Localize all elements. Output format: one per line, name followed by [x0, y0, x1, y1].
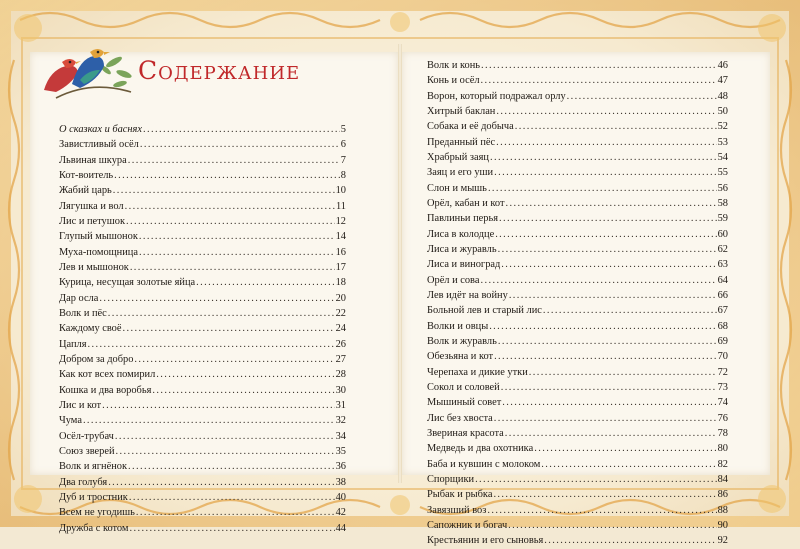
- birds-illustration-icon: [36, 40, 136, 102]
- toc-entry: [59, 183, 346, 198]
- toc-entry: [427, 119, 728, 134]
- dot-leader: [529, 365, 717, 380]
- toc-entry-page: 14: [335, 231, 346, 243]
- toc-entry-title: Львиная шкура: [59, 154, 127, 166]
- dot-leader: [156, 367, 334, 382]
- toc-entry-title: Муха-помощница: [59, 246, 138, 258]
- dot-leader: [487, 503, 716, 518]
- toc-entry: [59, 398, 346, 413]
- toc-entry-page: 74: [717, 397, 728, 409]
- dot-leader: [490, 150, 717, 165]
- dot-leader: [494, 349, 717, 364]
- dot-leader: [143, 122, 340, 137]
- toc-entry: [427, 441, 728, 456]
- toc-entry-title: Спорщики: [427, 473, 475, 485]
- toc-entry-title: Завистливый осёл: [59, 139, 139, 151]
- toc-entry-page: 34: [335, 430, 346, 442]
- toc-entry: [427, 472, 728, 487]
- toc-entry-page: 78: [717, 427, 728, 439]
- toc-entry-title: Кот-воитель: [59, 169, 114, 181]
- toc-entry: [59, 367, 346, 382]
- toc-entry: [59, 168, 346, 183]
- dot-leader: [509, 288, 717, 303]
- toc-entry-title: Всем не угодишь: [59, 507, 135, 519]
- toc-entry-title: Сокол и соловей: [427, 381, 500, 393]
- dot-leader: [114, 168, 340, 183]
- toc-entry: [59, 122, 346, 137]
- toc-entry: [427, 411, 728, 426]
- dot-leader: [496, 135, 716, 150]
- toc-entry-title: Каждому своё: [59, 323, 122, 335]
- dot-leader: [501, 257, 716, 272]
- toc-entry-title: Лев и мышонок: [59, 261, 129, 273]
- toc-entry-page: 69: [717, 335, 728, 347]
- toc-entry-title: Жабий царь: [59, 185, 112, 197]
- toc-entry: [59, 337, 346, 352]
- toc-entry-page: 86: [717, 489, 728, 501]
- dot-leader: [541, 457, 716, 472]
- toc-entry: [427, 334, 728, 349]
- toc-entry-title: Глупый мышонок: [59, 231, 138, 243]
- toc-entry-page: 24: [335, 323, 346, 335]
- dot-leader: [99, 291, 334, 306]
- toc-entry-page: 73: [717, 381, 728, 393]
- dot-leader: [139, 245, 335, 260]
- toc-entry: [59, 383, 346, 398]
- toc-entry: [59, 429, 346, 444]
- toc-entry-page: 54: [717, 151, 728, 163]
- toc-entry-page: 66: [717, 289, 728, 301]
- toc-entry-page: 26: [335, 338, 346, 350]
- dot-leader: [494, 411, 717, 426]
- toc-entry-title: Волк и ягнёнок: [59, 461, 127, 473]
- dot-leader: [113, 183, 335, 198]
- dot-leader: [115, 429, 335, 444]
- toc-entry: [427, 426, 728, 441]
- toc-entry-title: Рыбак и рыбка: [427, 489, 493, 501]
- toc-entry-page: 76: [717, 412, 728, 424]
- toc-entry-title: Заяц и его уши: [427, 167, 494, 179]
- dot-leader: [480, 273, 716, 288]
- toc-entry-title: Баба и кувшин с молоком: [427, 458, 541, 470]
- toc-entry: [427, 257, 728, 272]
- toc-entry: [59, 153, 346, 168]
- toc-entry-page: 88: [717, 504, 728, 516]
- toc-entry: [59, 475, 346, 490]
- toc-entry-page: 84: [717, 473, 728, 485]
- toc-entry-title: Цапля: [59, 338, 87, 350]
- toc-entry: [427, 196, 728, 211]
- toc-entry-title: Собака и её добыча: [427, 121, 514, 133]
- toc-entry: [59, 352, 346, 367]
- toc-entry: [59, 214, 346, 229]
- toc-entry-page: 72: [717, 366, 728, 378]
- toc-entry-title: Конь и осёл: [427, 75, 480, 87]
- toc-entry-title: Звериная красота: [427, 427, 504, 439]
- toc-entry-page: 48: [717, 90, 728, 102]
- toc-entry-page: 92: [717, 535, 728, 547]
- toc-entry-page: 50: [717, 105, 728, 117]
- dot-leader: [129, 490, 335, 505]
- page-title: Содержание: [138, 56, 301, 85]
- dot-leader: [499, 211, 717, 226]
- dot-leader: [116, 444, 335, 459]
- dot-leader: [481, 58, 717, 73]
- dot-leader: [128, 459, 335, 474]
- toc-entry-title: Больной лев и старый лис: [427, 305, 542, 317]
- toc-right-column: [427, 58, 728, 549]
- toc-entry: [427, 288, 728, 303]
- toc-entry-page: 35: [335, 445, 346, 457]
- toc-entry-page: 10: [335, 185, 346, 197]
- dot-leader: [130, 260, 335, 275]
- toc-entry-title: Сапожник и богач: [427, 519, 508, 531]
- toc-entry-page: 67: [717, 305, 728, 317]
- toc-entry: [427, 150, 728, 165]
- toc-entry: [59, 137, 346, 152]
- toc-entry-page: 90: [717, 519, 728, 531]
- dot-leader: [152, 383, 334, 398]
- toc-entry: [427, 242, 728, 257]
- toc-entry: [427, 165, 728, 180]
- toc-entry: [427, 518, 728, 533]
- toc-entry-title: Хитрый баклан: [427, 105, 496, 117]
- toc-entry-title: Медведь и два охотника: [427, 443, 534, 455]
- toc-entry-page: 58: [717, 197, 728, 209]
- dot-leader: [88, 337, 335, 352]
- toc-entry: [427, 487, 728, 502]
- toc-entry-page: 28: [335, 369, 346, 381]
- toc-entry-page: 62: [717, 243, 728, 255]
- toc-entry-title: Лиса в колодце: [427, 228, 495, 240]
- dot-leader: [130, 521, 335, 536]
- toc-entry-page: 46: [717, 60, 728, 71]
- toc-entry-page: 82: [717, 458, 728, 470]
- toc-entry: [427, 89, 728, 104]
- toc-entry-page: 20: [335, 292, 346, 304]
- toc-entry-page: 7: [340, 154, 346, 166]
- toc-entry: [427, 227, 728, 242]
- toc-entry-title: Дар осла: [59, 292, 99, 304]
- toc-entry-page: 18: [335, 277, 346, 289]
- toc-entry-title: Лис и петушок: [59, 215, 125, 227]
- toc-entry-title: Добром за добро: [59, 353, 134, 365]
- toc-entry-title: Дружба с котом: [59, 522, 129, 534]
- toc-entry: [427, 533, 728, 548]
- dot-leader: [505, 426, 717, 441]
- toc-entry-page: 56: [717, 182, 728, 194]
- toc-entry-page: 6: [340, 139, 346, 151]
- toc-entry-title: Чума: [59, 415, 82, 427]
- toc-entry-page: 64: [717, 274, 728, 286]
- toc-entry-title: Павлиньи перья: [427, 213, 498, 225]
- dot-leader: [83, 413, 335, 428]
- toc-entry-page: 12: [335, 215, 346, 227]
- toc-entry: [59, 490, 346, 505]
- toc-entry-page: 30: [335, 384, 346, 396]
- dot-leader: [501, 380, 717, 395]
- toc-entry: [427, 135, 728, 150]
- toc-entry: [59, 413, 346, 428]
- toc-entry-page: 36: [335, 461, 346, 473]
- dot-leader: [567, 89, 717, 104]
- toc-entry-page: 60: [717, 228, 728, 240]
- toc-entry: [427, 365, 728, 380]
- dot-leader: [495, 227, 716, 242]
- toc-entry-title: Волк и журавль: [427, 335, 497, 347]
- toc-entry-title: Ворон, который подражал орлу: [427, 90, 566, 102]
- dot-leader: [128, 153, 340, 168]
- toc-entry-title: Лиса и журавль: [427, 243, 497, 255]
- toc-entry: [427, 319, 728, 334]
- toc-entry-title: Два голубя: [59, 476, 108, 488]
- toc-entry: [427, 303, 728, 318]
- dot-leader: [493, 487, 716, 502]
- toc-entry-page: 70: [717, 351, 728, 363]
- toc-entry-page: 63: [717, 259, 728, 271]
- toc-entry-title: Черепаха и дикие утки: [427, 366, 528, 378]
- toc-entry-page: 68: [717, 320, 728, 332]
- dot-leader: [508, 518, 716, 533]
- toc-left-column: [59, 122, 346, 536]
- toc-entry-page: 22: [335, 307, 346, 319]
- toc-entry: [427, 73, 728, 88]
- toc-entry: [59, 321, 346, 336]
- toc-entry-title: Кошка и два воробья: [59, 384, 152, 396]
- toc-entry-title: Слон и мышь: [427, 182, 487, 194]
- toc-entry-page: 8: [340, 169, 346, 181]
- dot-leader: [502, 395, 716, 410]
- toc-entry: [427, 349, 728, 364]
- toc-entry: [59, 229, 346, 244]
- dot-leader: [134, 352, 334, 367]
- toc-entry-title: Союз зверей: [59, 445, 115, 457]
- toc-entry: [59, 275, 346, 290]
- toc-entry-page: 42: [335, 507, 346, 519]
- toc-entry-page: 17: [335, 261, 346, 273]
- toc-entry-title: Храбрый заяц: [427, 151, 489, 163]
- dot-leader: [123, 321, 335, 336]
- toc-entry: [59, 505, 346, 520]
- dot-leader: [534, 441, 716, 456]
- dot-leader: [489, 319, 716, 334]
- dot-leader: [108, 475, 334, 490]
- toc-entry-title: Волки и овцы: [427, 320, 489, 332]
- toc-entry-title: Лис и кот: [59, 399, 102, 411]
- toc-entry-page: 47: [717, 75, 728, 87]
- toc-entry-page: 52: [717, 121, 728, 133]
- toc-entry: [427, 211, 728, 226]
- dot-leader: [139, 229, 335, 244]
- toc-entry-page: 40: [335, 491, 346, 503]
- dot-leader: [543, 303, 717, 318]
- toc-entry: [59, 521, 346, 536]
- toc-entry-page: 53: [717, 136, 728, 148]
- toc-entry-title: Как кот всех помирил: [59, 369, 156, 381]
- toc-entry-title: Лев идёт на войну: [427, 289, 508, 301]
- toc-entry-title: Преданный пёс: [427, 136, 496, 148]
- toc-entry-title: Волк и конь: [427, 60, 480, 71]
- toc-entry-title: Осёл-трубач: [59, 430, 114, 442]
- toc-entry: [427, 273, 728, 288]
- dot-leader: [475, 472, 717, 487]
- toc-entry-page: 31: [335, 399, 346, 411]
- dot-leader: [488, 181, 717, 196]
- toc-entry-title: Волк и пёс: [59, 307, 107, 319]
- dot-leader: [515, 119, 717, 134]
- toc-entry: [59, 459, 346, 474]
- toc-entry: [427, 380, 728, 395]
- toc-entry-title: Курица, несущая золотые яйца: [59, 277, 196, 289]
- toc-entry: [427, 181, 728, 196]
- dot-leader: [196, 275, 334, 290]
- dot-leader: [506, 196, 717, 211]
- dot-leader: [102, 398, 335, 413]
- toc-entry-title: Орёл и сова: [427, 274, 480, 286]
- toc-entry-page: 32: [335, 415, 346, 427]
- toc-entry: [427, 503, 728, 518]
- dot-leader: [126, 214, 335, 229]
- toc-entry: [59, 245, 346, 260]
- toc-entry-title: Лиса и виноград: [427, 259, 501, 271]
- toc-entry-page: 11: [335, 200, 346, 212]
- toc-entry-page: 59: [717, 213, 728, 225]
- toc-entry-page: 38: [335, 476, 346, 488]
- toc-entry-title: Дуб и тростник: [59, 491, 128, 503]
- dot-leader: [494, 165, 717, 180]
- dot-leader: [140, 137, 340, 152]
- toc-entry-title: Лягушка и вол: [59, 200, 124, 212]
- toc-entry-page: 16: [335, 246, 346, 258]
- dot-leader: [496, 104, 716, 119]
- toc-entry-page: 27: [335, 353, 346, 365]
- book-gutter: [398, 44, 402, 483]
- toc-entry: [59, 306, 346, 321]
- toc-entry: [59, 199, 346, 214]
- toc-entry-page: 80: [717, 443, 728, 455]
- toc-entry-page: 55: [717, 167, 728, 179]
- toc-entry: [59, 444, 346, 459]
- toc-entry-title: О сказках и баснях: [59, 124, 142, 135]
- dot-leader: [481, 73, 717, 88]
- toc-entry-title: Крестьянин и его сыновья: [427, 535, 544, 547]
- toc-entry: [59, 260, 346, 275]
- toc-entry: [427, 457, 728, 472]
- toc-entry: [59, 291, 346, 306]
- toc-entry: [427, 58, 728, 73]
- toc-entry: [427, 104, 728, 119]
- toc-entry: [427, 395, 728, 410]
- toc-entry-title: Обезьяна и кот: [427, 351, 494, 363]
- dot-leader: [544, 533, 716, 548]
- dot-leader: [498, 242, 717, 257]
- toc-entry-title: Орёл, кабан и кот: [427, 197, 505, 209]
- toc-entry-page: 44: [335, 522, 346, 534]
- dot-leader: [498, 334, 717, 349]
- dot-leader: [125, 199, 335, 214]
- dot-leader: [136, 505, 335, 520]
- dot-leader: [108, 306, 335, 321]
- toc-entry-title: Лис без хвоста: [427, 412, 493, 424]
- toc-entry-title: Мышиный совет: [427, 397, 502, 409]
- toc-entry-title: Завязший воз: [427, 504, 487, 516]
- toc-entry-page: 5: [340, 124, 346, 135]
